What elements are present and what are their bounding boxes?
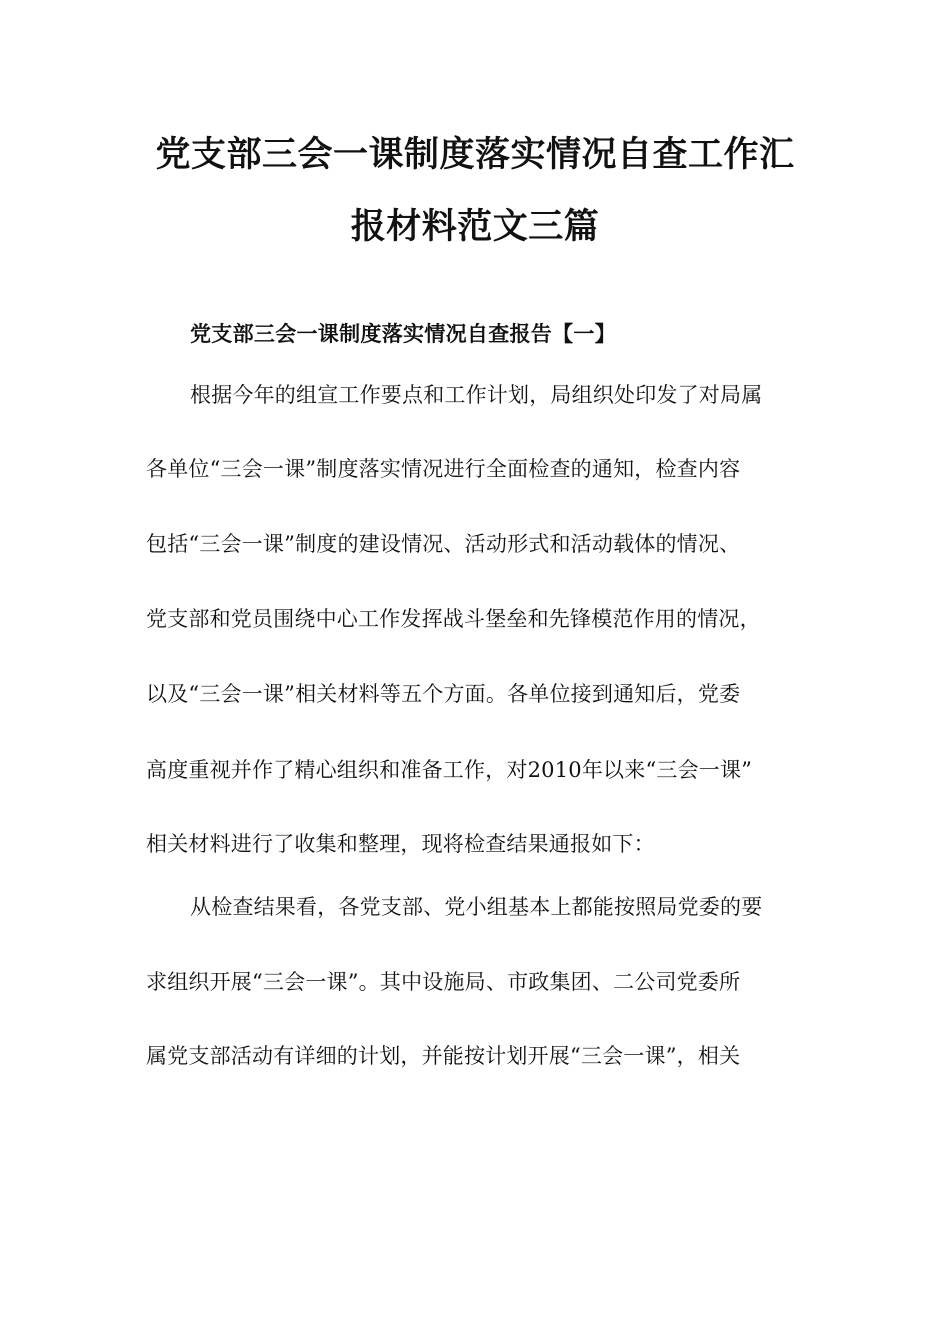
paragraph-1-line-2: 各单位“三会一课”制度落实情况进行全面检查的通知，检查内容 <box>146 457 741 481</box>
document-title-line-2: 报材料范文三篇 <box>350 206 600 247</box>
paragraph-2-line-3: 属党支部活动有详细的计划，并能按计划开展“三会一课”，相关 <box>146 1044 741 1068</box>
document-title-line-1: 党支部三会一课制度落实情况自查工作汇 <box>155 134 795 175</box>
paragraph-1-line-5: 以及“三会一课”相关材料等五个方面。各单位接到通知后，党委 <box>146 682 741 706</box>
paragraph-1-line-1: 根据今年的组宣工作要点和工作计划，局组织处印发了对局属 <box>190 383 763 407</box>
paragraph-1-line-6: 高度重视并作了精心组织和准备工作，对2010年以来“三会一课” <box>146 758 753 782</box>
paragraph-1-line-4: 党支部和党员围绕中心工作发挥战斗堡垒和先锋模范作用的情况， <box>146 607 761 631</box>
paragraph-2-line-2: 求组织开展“三会一课”。其中设施局、市政集团、二公司党委所 <box>146 970 741 994</box>
section-heading: 党支部三会一课制度落实情况自查报告【一】 <box>190 321 616 346</box>
paragraph-2-line-1: 从检查结果看，各党支部、党小组基本上都能按照局党委的要 <box>190 895 763 919</box>
paragraph-1-line-3: 包括“三会一课”制度的建设情况、活动形式和活动载体的情况、 <box>146 532 741 556</box>
paragraph-1-line-7: 相关材料进行了收集和整理，现将检查结果通报如下： <box>146 832 655 856</box>
